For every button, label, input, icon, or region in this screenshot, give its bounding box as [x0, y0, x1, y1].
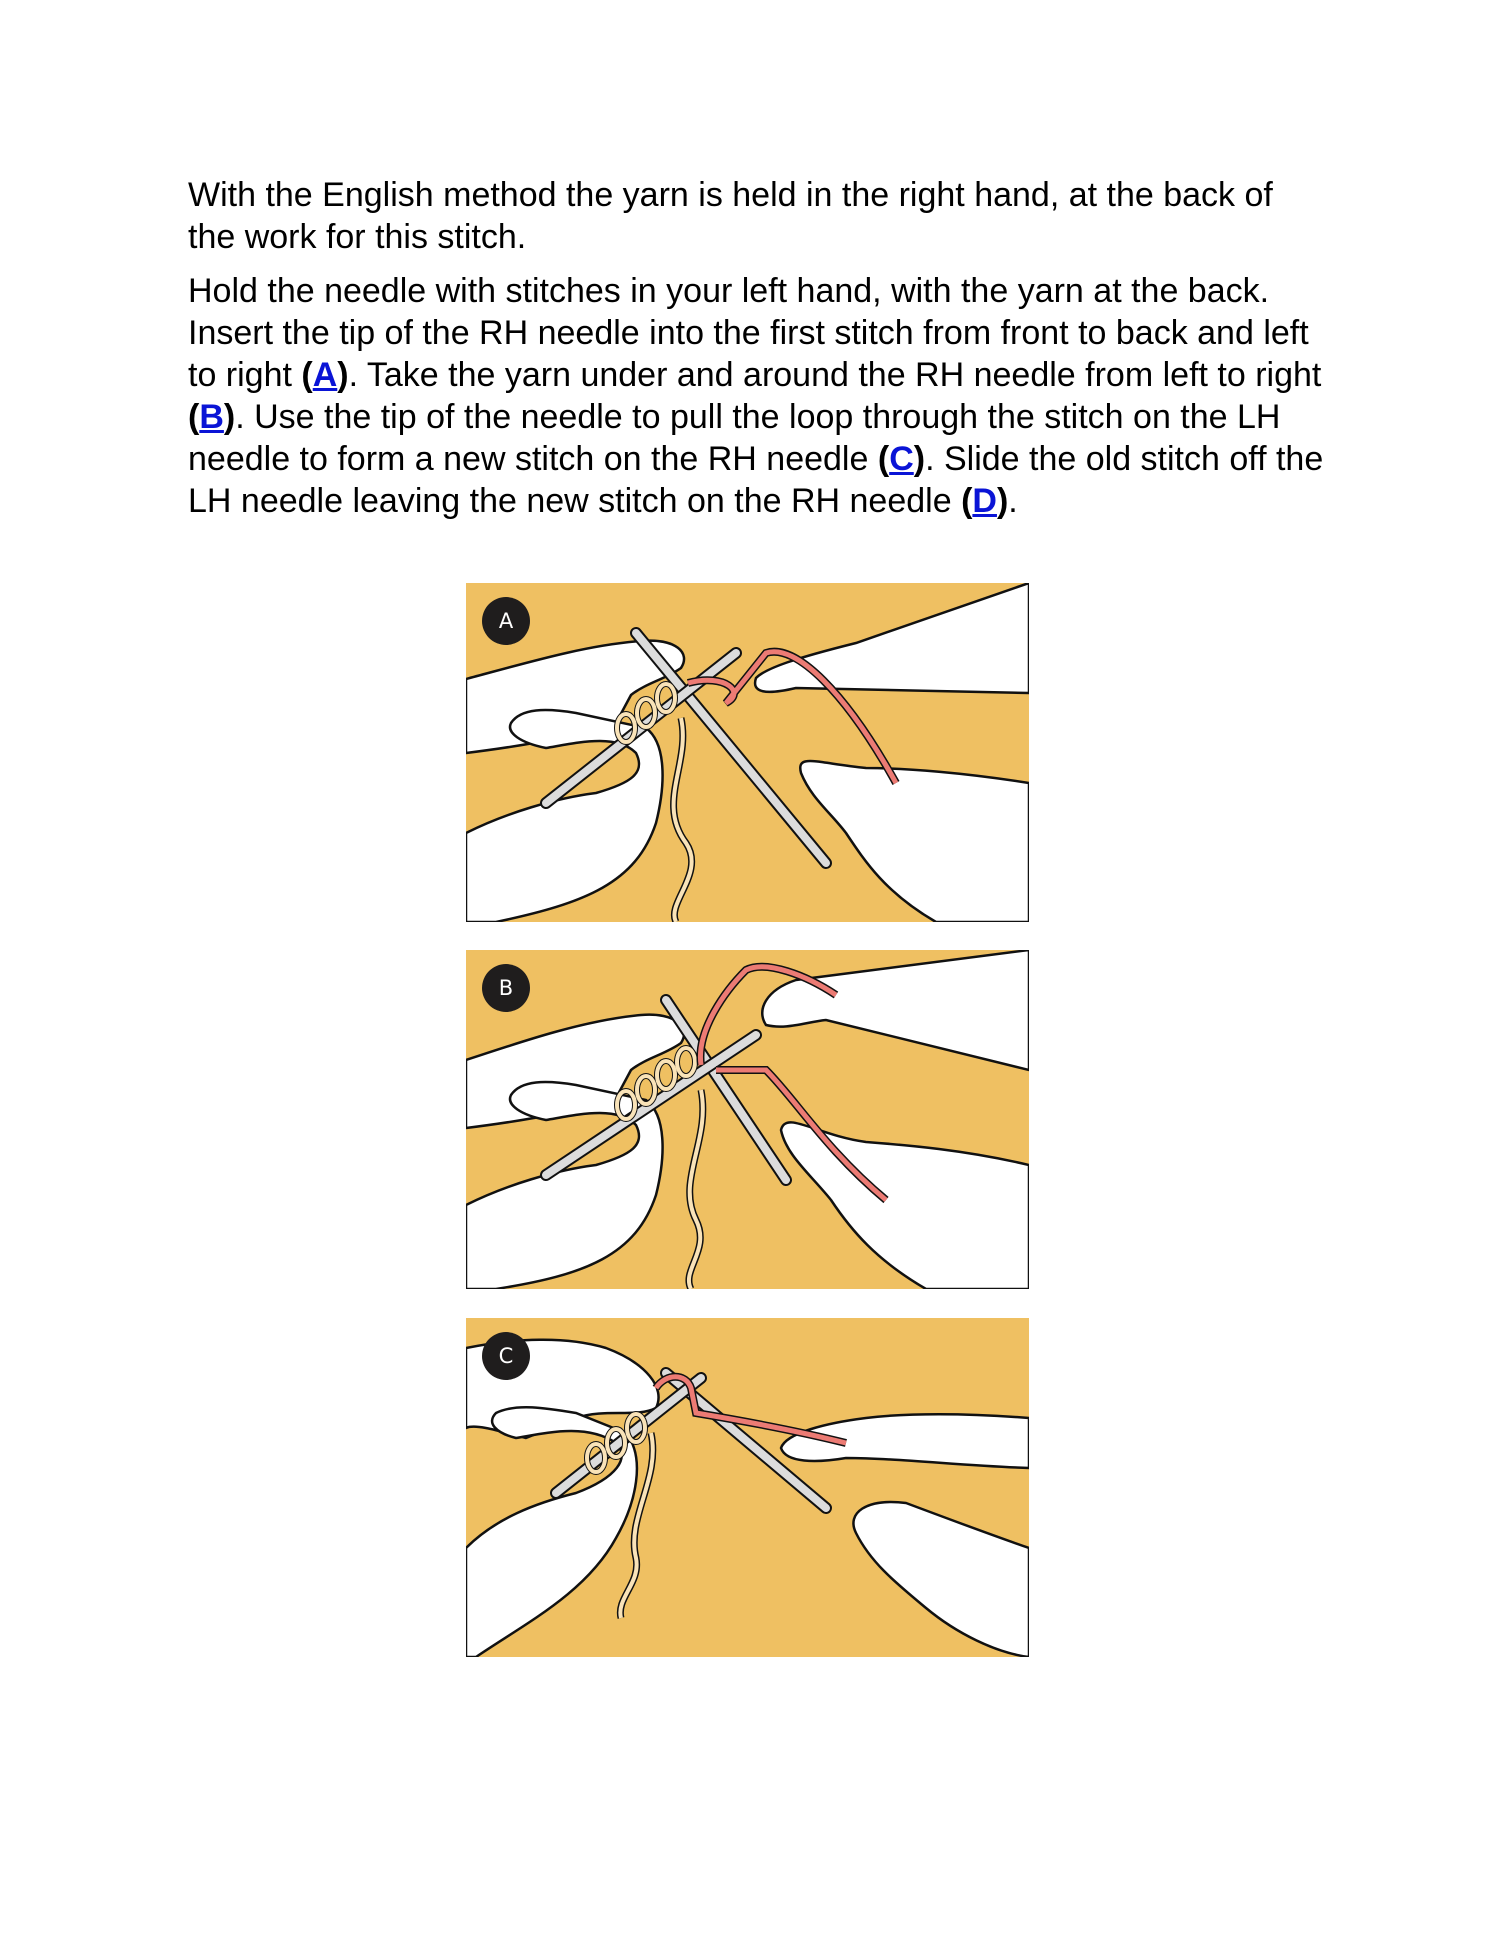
knitting-hands-illustration-c — [466, 1318, 1029, 1657]
step-badge-a: A — [482, 597, 530, 645]
steps-paragraph — [188, 270, 1328, 522]
step-text-1: Hold the needle with stitches in your left hand, with the yarn at the back. Insert the tip of the RH needle into the first stitch from front to back and left to right — [188, 272, 1309, 394]
intro-paragraph: With the English method the yarn is held in the right hand, at the back of the work for this stitch. — [188, 176, 1273, 256]
figure-link-c[interactable]: C — [889, 440, 914, 478]
knitting-hands-illustration-b — [466, 950, 1029, 1289]
figure-link-a[interactable]: A — [312, 356, 338, 394]
step-badge-c: C — [482, 1332, 530, 1380]
step-text-2: . Take the yarn under and around the RH needle from left to right — [348, 356, 1322, 394]
figure-link-b[interactable]: B — [199, 398, 224, 436]
ref-a: (A) — [301, 356, 349, 394]
ref-b: (B) — [188, 398, 236, 436]
ref-c: (C) — [877, 440, 926, 478]
illustration-step-a — [466, 583, 1029, 922]
illustration-step-b — [466, 950, 1029, 1289]
instructions-text — [188, 174, 1328, 534]
figure-link-d[interactable]: D — [972, 482, 997, 520]
illustration-step-c — [466, 1318, 1029, 1657]
ref-d: (D) — [961, 482, 1009, 520]
step-text-3: . Use the tip of the needle to pull the loop through the stitch on the LH needle to form a new stitch on the RH needle — [188, 398, 1281, 478]
step-text-4: . Slide the old stitch off the LH needle leaving the new stitch on the RH needle — [188, 440, 1324, 520]
step-badge-b: B — [482, 964, 530, 1012]
knitting-hands-illustration-a — [466, 583, 1029, 922]
step-text-5: . — [1008, 482, 1018, 520]
